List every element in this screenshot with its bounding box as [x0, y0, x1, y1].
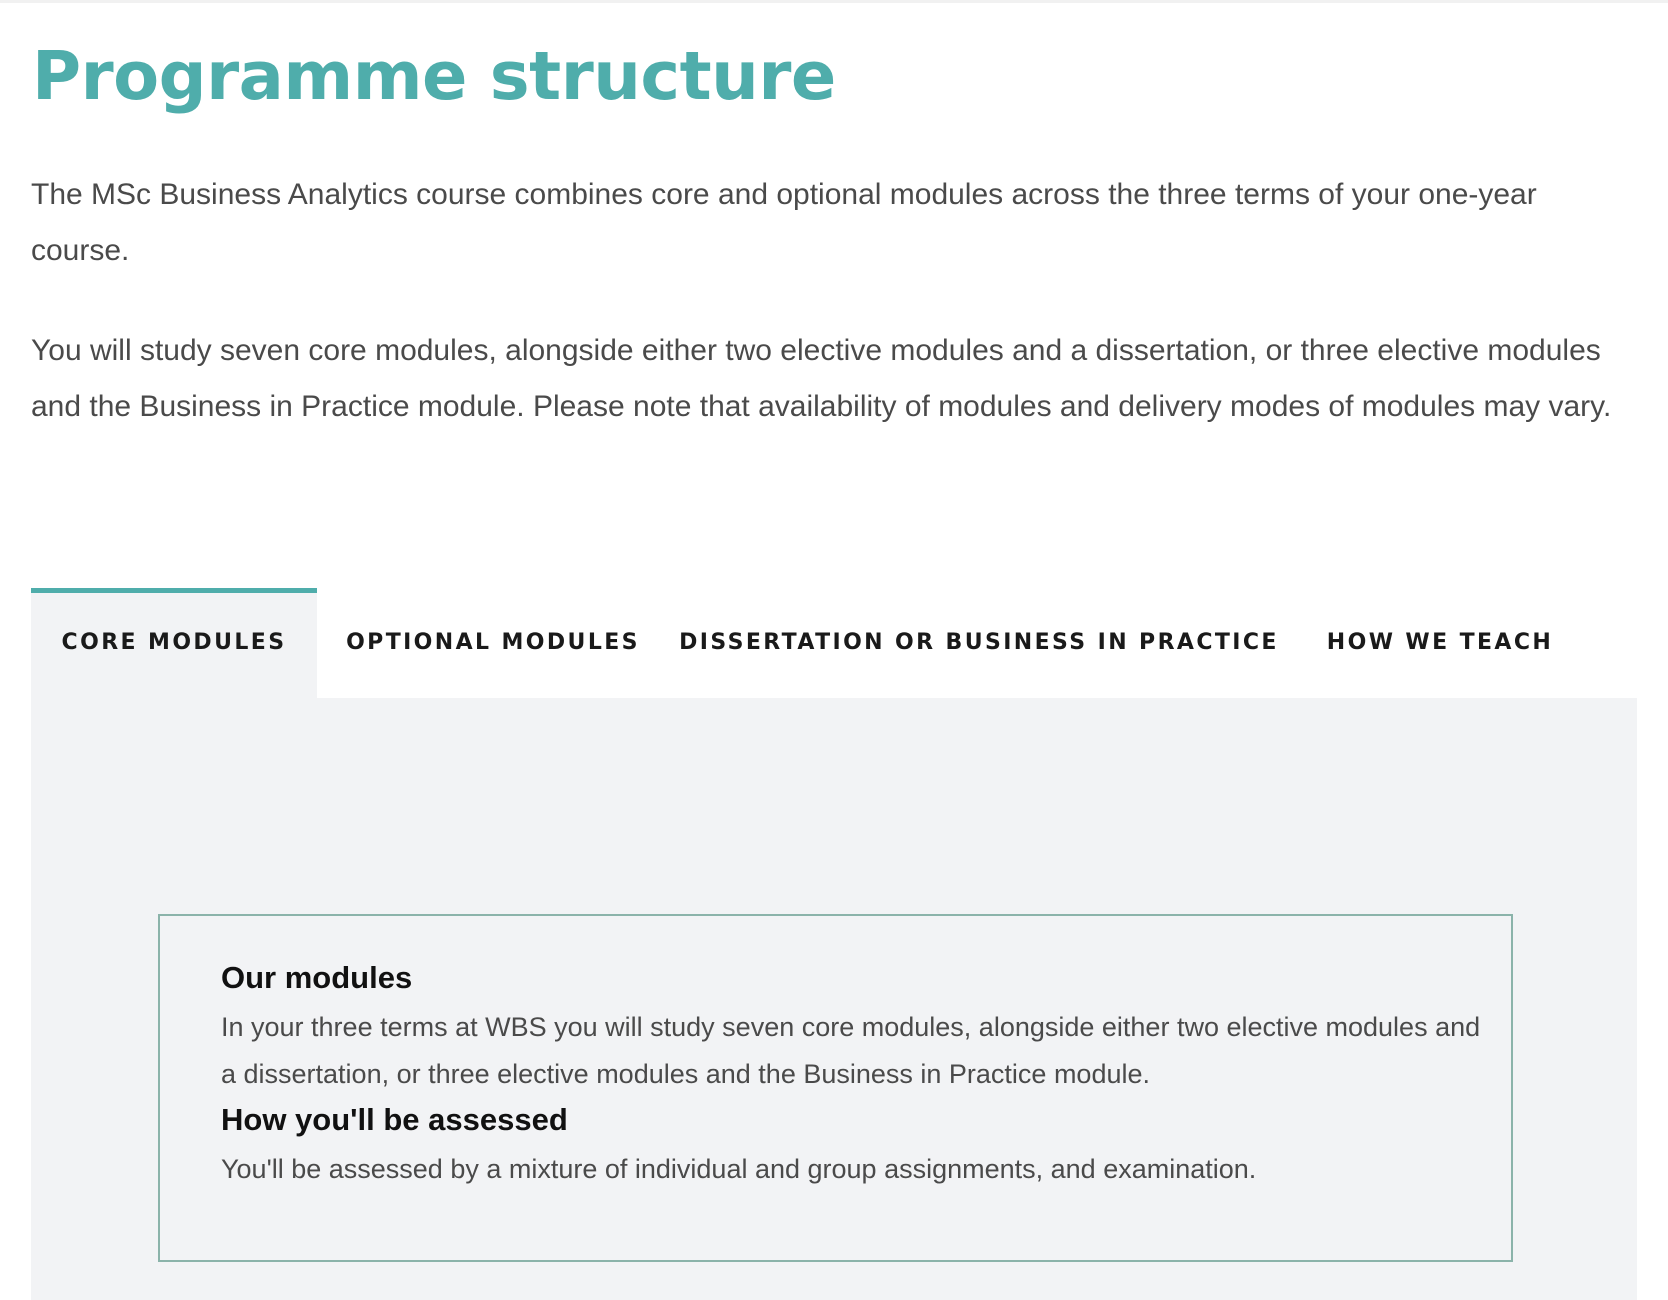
modules-info-box	[158, 914, 1513, 1262]
page-title: Programme structure	[32, 37, 836, 115]
intro-paragraph-course: The MSc Business Analytics course combines core and optional modules across the three terms of your one-year course.	[31, 178, 1537, 267]
tab-core-modules[interactable]: CORE MODULES	[31, 588, 317, 698]
module-tabs	[31, 588, 1637, 698]
assessment-text: You'll be assessed by a mixture of individual and group assignments, and examination.	[221, 1154, 1257, 1184]
our-modules-text: In your three terms at WBS you will study seven core modules, alongside either two elective modules and a dissertation, or three elective modules and the Business in Practice module.	[221, 1012, 1481, 1089]
tab-dissertation-or-business-in-practice[interactable]: DISSERTATION OR BUSINESS IN PRACTICE	[679, 630, 1279, 655]
tab-optional-modules[interactable]: OPTIONAL MODULES	[346, 630, 640, 655]
top-divider	[0, 0, 1668, 3]
tab-how-we-teach[interactable]: HOW WE TEACH	[1326, 630, 1554, 655]
info-box-content	[221, 956, 1481, 1193]
our-modules-heading: Our modules	[221, 960, 413, 995]
core-modules-panel	[31, 698, 1637, 1300]
assessment-heading: How you'll be assessed	[221, 1102, 568, 1137]
intro-paragraph-modules: You will study seven core modules, alongside either two elective modules and a dissertation, or three elective modules and the Business in Practice module. Please note that availability of modules and delivery modes of modules may vary.	[31, 334, 1612, 423]
